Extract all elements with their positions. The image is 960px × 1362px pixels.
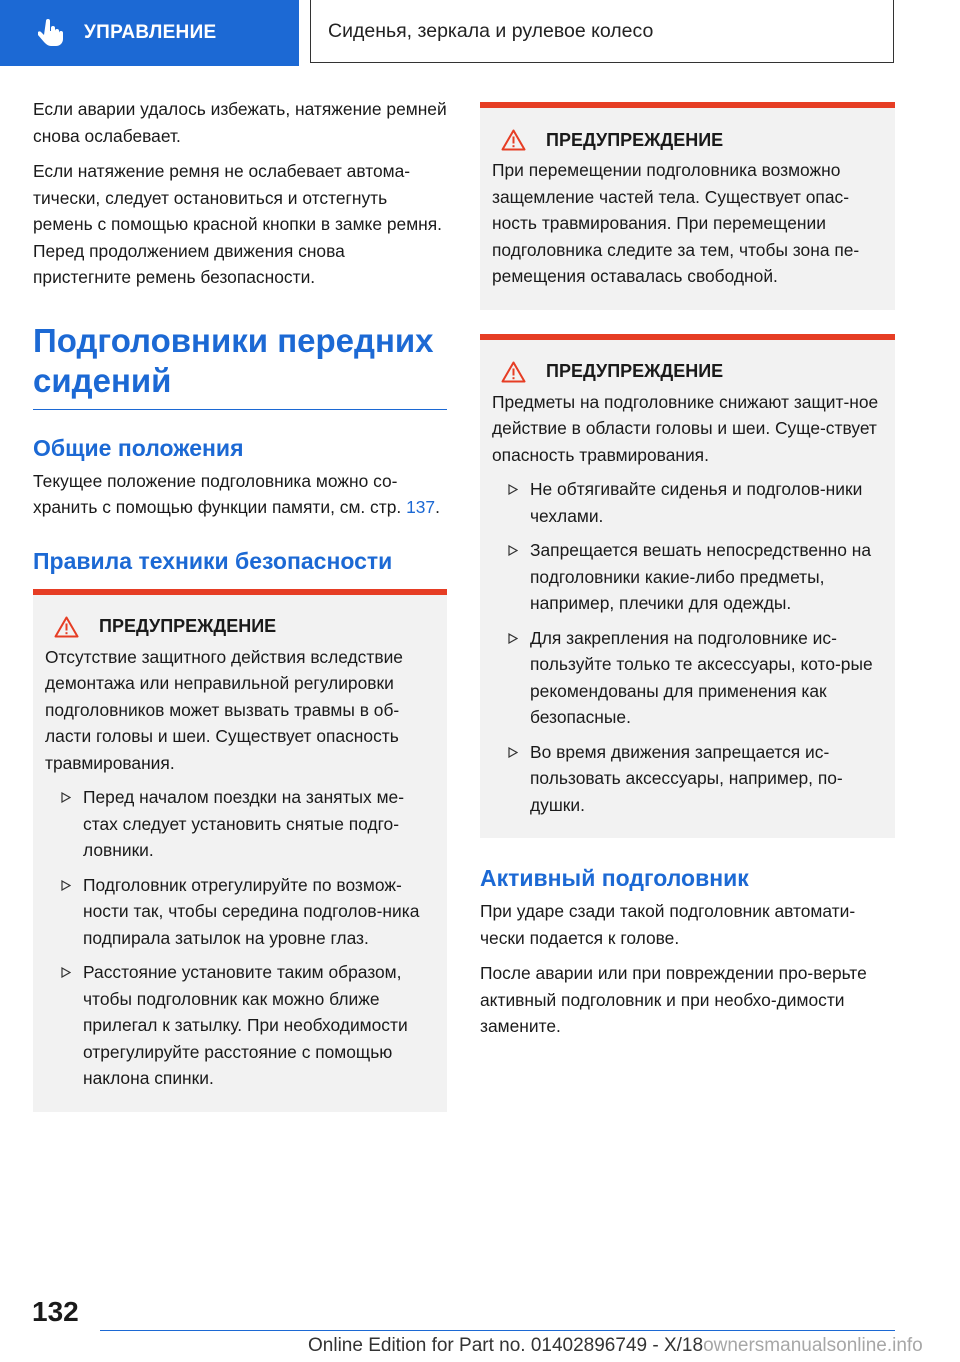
- triangle-bullet-icon: [61, 792, 71, 803]
- warning-text: Предметы на подголовнике снижают защит-ное действие в области головы и шеи. Суще-ствует опасность травмирования.: [492, 391, 879, 465]
- warning-header: [54, 614, 435, 640]
- warning-title: ПРЕДУПРЕЖДЕНИЕ: [546, 129, 724, 150]
- triangle-bullet-icon: [508, 747, 518, 758]
- page-header: [0, 0, 960, 66]
- heading-safety-rules: Правила техники безопасности: [33, 547, 393, 574]
- warning-triangle-icon: [54, 616, 79, 638]
- list-item: Не обтягивайте сиденья и подголов-ники чехлами.: [492, 476, 883, 529]
- section-tab[interactable]: [310, 0, 894, 63]
- heading-general: Общие положения: [33, 434, 244, 461]
- list-item: Расстояние установите таким образом, чтобы подголовник как можно ближе прилегал к затылку. При необходимости отрегулируйте расстояние с помощью наклона спинки.: [45, 959, 435, 1092]
- chapter-title: УПРАВЛЕНИЕ: [84, 22, 217, 43]
- watermark: ownersmanualsonline.info: [703, 1335, 923, 1356]
- right-column: [480, 102, 895, 1049]
- heading-front-headrests: Подголовники передних сидений: [33, 321, 447, 410]
- warning-title: ПРЕДУПРЕЖДЕНИЕ: [99, 616, 277, 636]
- footer-edition: [308, 1335, 923, 1357]
- triangle-bullet-icon: [508, 633, 518, 644]
- intro-paragraph-2: Если натяжение ремня не ослабевает автома-тически, следует остановиться и отстегнуть ремень с помощью красной кнопки в замке ремня. Перед продолжением движения снова пристегните ремень безопасности.: [33, 161, 443, 287]
- active-paragraph-2: После аварии или при повреждении про-верьте активный подголовник и при необхо-димости замените.: [480, 963, 867, 1036]
- warning-text: При перемещении подголовника возможно защемление частей тела. Существует опас-ность травмирования. При перемещении подголовника следите за тем, чтобы зона пе-ремещения оставалась свободной.: [492, 160, 860, 286]
- section-title: Сиденья, зеркала и рулевое колесо: [328, 19, 654, 42]
- general-text: Текущее положение подголовника можно со-хранить с помощью функции памяти, см. стр.: [33, 470, 402, 517]
- triangle-bullet-icon: [508, 545, 518, 556]
- warning-text: Отсутствие защитного действия вследствие демонтажа или неправильной регулировки подголовников может вызвать травмы в об-ласти головы и шеи. Существует опасность травмирования.: [45, 646, 403, 773]
- left-column: [33, 96, 447, 1112]
- active-paragraph-1: При ударе сзади такой подголовник автомати-чески подается к голове.: [480, 901, 856, 948]
- list-item: Запрещается вешать непосредственно на подголовники какие-либо предметы, например, плечики для одежды.: [492, 537, 883, 617]
- heading-active-headrest: Активный подголовник: [480, 865, 749, 891]
- warning-box-pinching: [480, 102, 895, 310]
- footer-divider: [100, 1330, 895, 1331]
- list-item: Во время движения запрещается ис-пользовать аксессуары, например, по-душки.: [492, 739, 883, 819]
- page-number: 132: [32, 1296, 79, 1327]
- warning-title: ПРЕДУПРЕЖДЕНИЕ: [546, 361, 724, 381]
- page-link-137[interactable]: 137: [406, 497, 436, 517]
- edition-text: Online Edition for Part no. 01402896749 - X/18: [308, 1335, 704, 1356]
- triangle-bullet-icon: [61, 967, 71, 978]
- triangle-bullet-icon: [61, 880, 71, 891]
- warning-bullet-list: [45, 784, 435, 1092]
- warning-triangle-icon: [501, 361, 526, 383]
- warning-header: [501, 127, 883, 153]
- list-item: Для закрепления на подголовнике ис-пользуйте только те аксессуары, кото-рые рекомендованы для применения как безопасные.: [492, 625, 883, 731]
- warning-box-headrest-adjustment: [33, 589, 447, 1112]
- list-item: Подголовник отрегулируйте по возмож-ности так, чтобы середина подголов-ника подпирала затылок на уровне глаз.: [45, 872, 435, 952]
- warning-box-objects-on-headrest: [480, 334, 895, 839]
- hand-pointer-icon: [38, 19, 64, 47]
- general-paragraph: [33, 468, 447, 521]
- general-end: .: [435, 497, 440, 517]
- chapter-tab[interactable]: [0, 0, 299, 66]
- warning-triangle-icon: [501, 129, 526, 151]
- warning-bullet-list: [492, 476, 883, 818]
- list-item: Перед началом поездки на занятых ме-стах следует установить снятые подго-ловники.: [45, 784, 435, 864]
- triangle-bullet-icon: [508, 484, 518, 495]
- intro-paragraph-1: Если аварии удалось избежать, натяжение ремней снова ослабевает.: [33, 99, 447, 146]
- warning-header: [501, 359, 883, 385]
